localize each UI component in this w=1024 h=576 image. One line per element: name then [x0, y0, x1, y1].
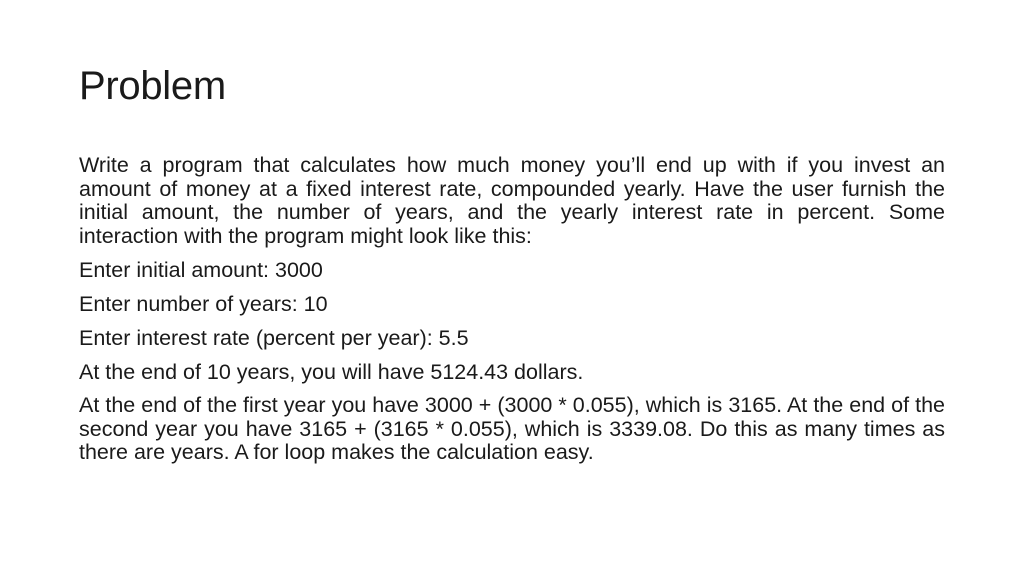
- calculation-explanation: At the end of the first year you have 3000 + (3000 * 0.055), which is 3165. At the end of the second year you have 3165 + (3165 * 0.055), which is 3339.08. Do this as many times as there are years. A for loop makes the calculation easy.: [79, 393, 945, 464]
- problem-description: Write a program that calculates how much money you’ll end up with if you invest an amount of money at a fixed interest rate, compounded yearly. Have the user furnish the initial amount, the number of years, and the yearly interest rate in percent. Some interaction with the program might look like this:: [79, 153, 945, 248]
- sample-input-years: Enter number of years: 10: [79, 292, 328, 316]
- sample-input-interest-rate: Enter interest rate (percent per year): 5.5: [79, 326, 469, 350]
- sample-input-initial-amount: Enter initial amount: 3000: [79, 258, 323, 282]
- sample-output-result: At the end of 10 years, you will have 5124.43 dollars.: [79, 360, 584, 384]
- slide-body: [79, 154, 945, 475]
- slide-title: Problem: [79, 64, 226, 108]
